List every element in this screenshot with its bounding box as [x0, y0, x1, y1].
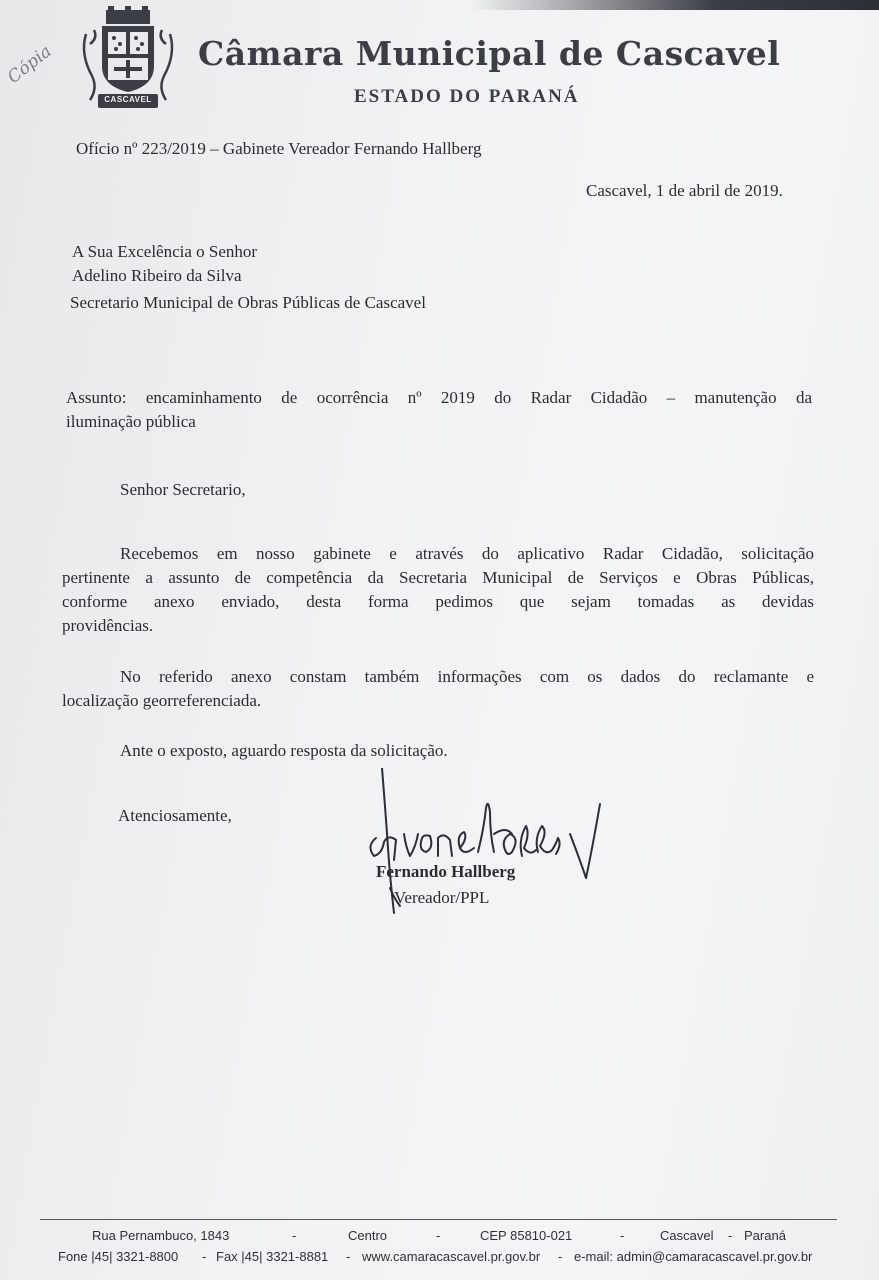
copy-stamp: Cópia — [4, 41, 56, 88]
state-subtitle: ESTADO DO PARANÁ — [354, 86, 580, 107]
footer-sep: - — [558, 1249, 563, 1264]
paragraph-3: Ante o exposto, aguardo resposta da solicitação. — [120, 741, 448, 760]
recipient-line: Secretario Municipal de Obras Públicas de Cascavel — [70, 293, 426, 312]
crest-label: CASCAVEL — [104, 95, 152, 104]
signer-name: Fernando Hallberg — [376, 862, 516, 881]
footer-sep: - — [202, 1249, 207, 1264]
top-edge-shadow — [470, 0, 879, 10]
footer-cep: CEP 85810-021 — [480, 1228, 573, 1243]
letter-date: Cascavel, 1 de abril de 2019. — [586, 181, 783, 200]
footer-website: www.camaracascavel.pr.gov.br — [362, 1249, 541, 1264]
letter-reference: Ofício nº 223/2019 – Gabinete Vereador Fernando Hallberg — [76, 139, 482, 158]
subject-line: Assunto: encaminhamento de ocorrência nº 2019 do Radar Cidadão – manutenção da — [66, 388, 812, 407]
footer-district: Centro — [348, 1228, 388, 1243]
subject-line: iluminação pública — [66, 412, 196, 431]
paragraph-line: pertinente a assunto de competência da Secretaria Municipal de Serviços e Obras Públicas, — [62, 568, 814, 587]
footer-sep: - — [292, 1228, 297, 1243]
institution-title: Câmara Municipal de Cascavel — [198, 34, 781, 73]
paragraph-2 — [62, 665, 814, 713]
signer-title: Vereador/PPL — [394, 888, 490, 907]
footer-sep: - — [728, 1228, 733, 1243]
footer-sep: - — [346, 1249, 351, 1264]
footer-state: Paraná — [744, 1228, 786, 1243]
footer-fax: Fax |45| 3321-8881 — [216, 1249, 329, 1264]
footer-street: Rua Pernambuco, 1843 — [92, 1228, 230, 1243]
recipient-line: Adelino Ribeiro da Silva — [72, 266, 242, 285]
paragraph-line: No referido anexo constam também informações com os dados do reclamante e — [120, 667, 814, 686]
closing: Atenciosamente, — [118, 806, 232, 825]
footer-city: Cascavel — [660, 1228, 714, 1243]
footer-phone: Fone |45| 3321-8800 — [58, 1249, 179, 1264]
paragraph-line: localização georreferenciada. — [62, 691, 262, 710]
paragraph-1 — [62, 542, 814, 638]
subject-block — [66, 386, 812, 434]
paragraph-line: Recebemos em nosso gabinete e através do aplicativo Radar Cidadão, solicitação — [120, 544, 814, 563]
salutation: Senhor Secretario, — [120, 480, 246, 499]
footer-sep: - — [436, 1228, 441, 1243]
footer-email: e-mail: admin@camaracascavel.pr.gov.br — [574, 1249, 813, 1264]
recipient-line: A Sua Excelência o Senhor — [72, 242, 258, 261]
paragraph-line: conforme anexo enviado, desta forma pedimos que sejam tomadas as devidas — [62, 592, 814, 611]
footer-divider — [40, 1219, 837, 1220]
paragraph-line: providências. — [62, 616, 154, 635]
footer-sep: - — [620, 1228, 625, 1243]
